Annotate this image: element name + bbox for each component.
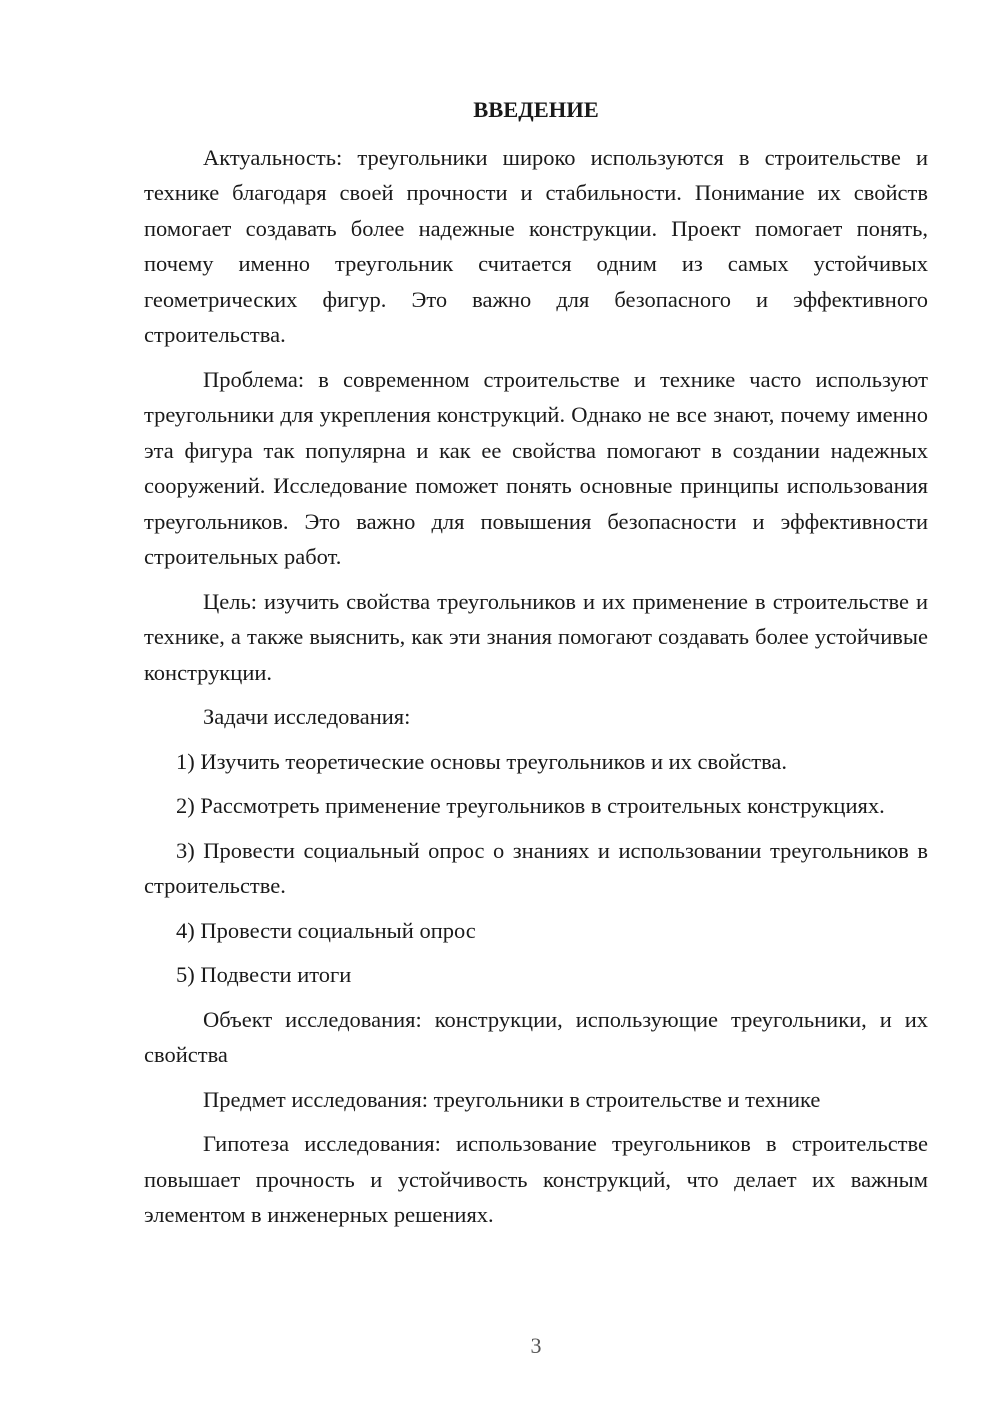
task-item: 1) Изучить теоретические основы треугольников и их свойства.	[176, 748, 788, 774]
subject-paragraph: Предмет исследования: треугольники в строительстве и технике	[203, 1086, 821, 1112]
task-item: 5) Подвести итоги	[176, 962, 352, 987]
task-item: 4) Провести социальный опрос	[176, 917, 476, 943]
hypothesis-paragraph: Гипотеза исследования: использование треугольников в строительстве повышает прочность и устойчивость конструкций, что делает их важным элементом в инженерных решениях.	[144, 1131, 928, 1227]
object-paragraph: Объект исследования: конструкции, использующие треугольники, и их свойства	[144, 1006, 928, 1067]
section-title: ВВЕДЕНИЕ	[473, 97, 599, 122]
relevance-paragraph: Актуальность: треугольники широко используются в строительстве и технике благодаря своей прочности и стабильности. Понимание их свойств помогает создавать более надежные конструкции. Проект помогает понять, почему именно треугольник считается одним из самых устойчивых геометрических фигур. Это важно для безопасного и эффективного строительства.	[144, 144, 928, 347]
task-item: 3) Провести социальный опрос о знаниях и использовании треугольников в строительстве.	[144, 837, 928, 898]
tasks-heading: Задачи исследования:	[203, 704, 411, 729]
task-item: 2) Рассмотреть применение треугольников в строительных конструкциях.	[176, 793, 885, 818]
problem-paragraph: Проблема: в современном строительстве и технике часто используют треугольники для укрепления конструкций. Однако не все знают, почему именно эта фигура так популярна и как ее свойства помогают в создании надежных сооружений. Исследование поможет понять основные принципы использования треугольников. Это важно для повышения безопасности и эффективности строительных работ.	[144, 366, 928, 569]
page-number: 3	[530, 1333, 542, 1358]
goal-paragraph: Цель: изучить свойства треугольников и их применение в строительстве и технике, а также выяснить, как эти знания помогают создавать более устойчивые конструкции.	[144, 588, 928, 685]
document-page	[144, 92, 928, 1242]
